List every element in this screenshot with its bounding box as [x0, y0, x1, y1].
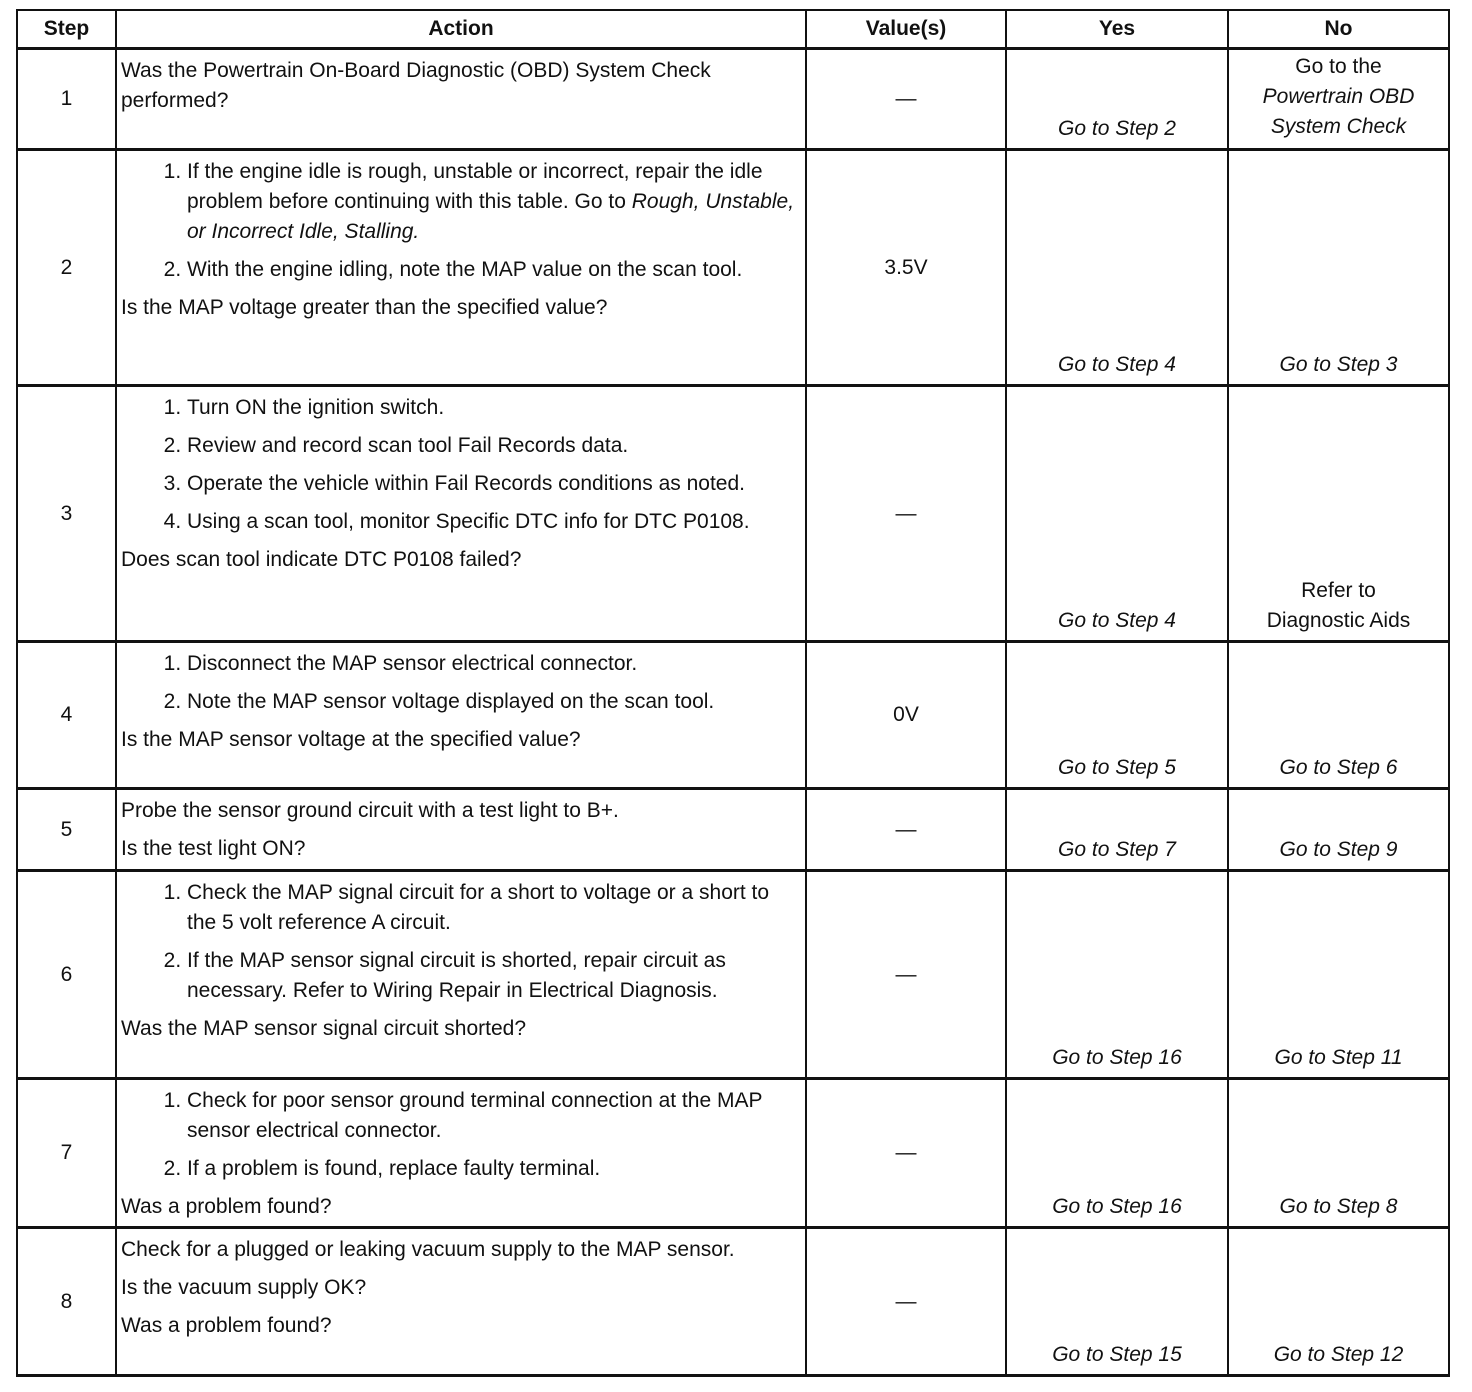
step-number: 7 — [17, 1079, 116, 1228]
list-item: 2. With the engine idling, note the MAP value on the scan tool. — [187, 255, 799, 285]
action-text: Check for a plugged or leaking vacuum supply to the MAP sensor. — [121, 1238, 735, 1261]
no-cell: Go to Step 3 — [1228, 150, 1449, 386]
table-row — [17, 49, 1449, 150]
no-cell: Go to Step 11 — [1228, 871, 1449, 1079]
yes-cell: Go to Step 4 — [1006, 386, 1228, 642]
question-text: Is the MAP voltage greater than the specified value? — [121, 296, 608, 319]
action-list — [121, 393, 799, 537]
list-item: 3. Operate the vehicle within Fail Records conditions as noted. — [187, 469, 799, 499]
list-item: 1. Check the MAP signal circuit for a short to voltage or a short to the 5 volt reference A circuit. — [187, 878, 799, 938]
diagnostic-table — [16, 9, 1450, 1377]
list-item: 1. Disconnect the MAP sensor electrical connector. — [187, 649, 799, 679]
no-reference: Powertrain OBD System Check — [1262, 85, 1415, 138]
question-text: Was a problem found? — [121, 1195, 332, 1218]
header-row — [17, 10, 1449, 49]
action-cell — [116, 789, 806, 871]
action-cell — [116, 1079, 806, 1228]
yes-cell: Go to Step 16 — [1006, 871, 1228, 1079]
step-number: 5 — [17, 789, 116, 871]
list-item: 1. Turn ON the ignition switch. — [187, 393, 799, 423]
value-cell: — — [806, 789, 1006, 871]
list-item: 2. If the MAP sensor signal circuit is shorted, repair circuit as necessary. Refer to Wiring Repair in Electrical Diagnosis. — [187, 946, 799, 1006]
table-row — [17, 789, 1449, 871]
action-text: Probe the sensor ground circuit with a test light to B+. — [121, 799, 619, 822]
value-cell: — — [806, 1228, 1006, 1376]
question-text: Does scan tool indicate DTC P0108 failed? — [121, 548, 522, 571]
table-row — [17, 386, 1449, 642]
table-row — [17, 871, 1449, 1079]
no-line: Diagnostic Aids — [1266, 609, 1411, 632]
no-cell: Go to Step 8 — [1228, 1079, 1449, 1228]
table-row — [17, 1228, 1449, 1376]
step-number: 3 — [17, 386, 116, 642]
step-number: 6 — [17, 871, 116, 1079]
header-action: Action — [116, 10, 806, 49]
no-cell: Go to Step 6 — [1228, 642, 1449, 789]
table-row — [17, 1079, 1449, 1228]
yes-cell: Go to Step 5 — [1006, 642, 1228, 789]
action-text: Was the Powertrain On-Board Diagnostic (OBD) System Check performed? — [121, 59, 711, 112]
action-reference: Rough, Unstable, or Incorrect Idle, Stalling. — [187, 190, 795, 243]
question-text: Is the vacuum supply OK? — [121, 1276, 367, 1299]
step-number: 2 — [17, 150, 116, 386]
no-cell — [1228, 49, 1449, 150]
no-cell — [1228, 386, 1449, 642]
value-cell: — — [806, 386, 1006, 642]
no-line: Refer to — [1301, 579, 1376, 602]
yes-cell: Go to Step 2 — [1006, 49, 1228, 150]
value-cell: 0V — [806, 642, 1006, 789]
table-row — [17, 642, 1449, 789]
header-step: Step — [17, 10, 116, 49]
table-row — [17, 150, 1449, 386]
list-item: 2. Note the MAP sensor voltage displayed on the scan tool. — [187, 687, 799, 717]
list-item: 2. If a problem is found, replace faulty terminal. — [187, 1154, 799, 1184]
action-cell — [116, 642, 806, 789]
action-list — [121, 157, 799, 285]
value-cell: — — [806, 1079, 1006, 1228]
header-no: No — [1228, 10, 1449, 49]
header-values: Value(s) — [806, 10, 1006, 49]
action-cell — [116, 150, 806, 386]
list-item: 2. Review and record scan tool Fail Records data. — [187, 431, 799, 461]
list-item: 4. Using a scan tool, monitor Specific DTC info for DTC P0108. — [187, 507, 799, 537]
question-text: Is the MAP sensor voltage at the specified value? — [121, 728, 581, 751]
yes-cell: Go to Step 16 — [1006, 1079, 1228, 1228]
action-cell — [116, 49, 806, 150]
action-cell — [116, 1228, 806, 1376]
yes-cell: Go to Step 4 — [1006, 150, 1228, 386]
action-list — [121, 1086, 799, 1184]
question-text: Is the test light ON? — [121, 837, 306, 860]
action-text: If the engine idle is rough, unstable or incorrect, repair the idle problem before continuing with this table. Go to — [187, 160, 763, 213]
yes-cell: Go to Step 7 — [1006, 789, 1228, 871]
no-line: Go to the — [1295, 55, 1382, 78]
value-cell: 3.5V — [806, 150, 1006, 386]
action-cell — [116, 386, 806, 642]
no-cell: Go to Step 12 — [1228, 1228, 1449, 1376]
question-text: Was the MAP sensor signal circuit shorted? — [121, 1017, 527, 1040]
list-item — [187, 157, 799, 247]
question-text: Was a problem found? — [121, 1314, 332, 1337]
list-item: 1. Check for poor sensor ground terminal connection at the MAP sensor electrical connector. — [187, 1086, 799, 1146]
action-cell — [116, 871, 806, 1079]
step-number: 8 — [17, 1228, 116, 1376]
value-cell: — — [806, 871, 1006, 1079]
yes-cell: Go to Step 15 — [1006, 1228, 1228, 1376]
value-cell: — — [806, 49, 1006, 150]
step-number: 1 — [17, 49, 116, 150]
action-list — [121, 878, 799, 1006]
header-yes: Yes — [1006, 10, 1228, 49]
no-cell: Go to Step 9 — [1228, 789, 1449, 871]
step-number: 4 — [17, 642, 116, 789]
action-list — [121, 649, 799, 717]
